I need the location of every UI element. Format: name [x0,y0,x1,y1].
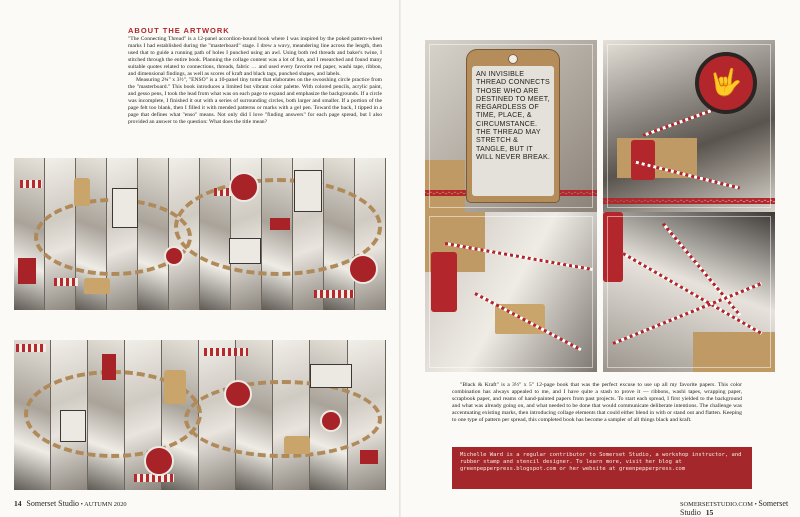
quote-tag-photo [425,40,597,212]
left-issue: • AUTUMN 2020 [80,501,127,508]
author-bio-text: Michelle Ward is a regular contributor to Somerset Studio, a workshop instructor, and rubber stamp and stencil designer. To learn more, visit her blog at greenpepperpress.blogspot.com or her website at greenpepperpress.com [460,452,742,472]
right-page [400,0,800,517]
black-kraft-photo [603,212,775,372]
left-page-number: 14 [14,499,22,508]
left-magazine-name: Somerset Studio [26,499,80,508]
right-site-url: SOMERSETSTUDIO.COM • [680,501,757,508]
left-page-footer [14,499,127,508]
right-magazine-name: Somerset Studio [680,499,789,517]
ily-hand-icon: 🤟 [709,68,743,98]
article-paragraph-2: Measuring 2¾" x 3½", "ENSO" is a 10-panel tiny tome that elaborates on the swooshing circle practice from the "masterboard." This book introduces a limited but vibrant color palette. With colored pencils, acrylic paint, and gesso pens, I took the lead from what was on each page to expand and emphasize the backgrounds. If a circle was incomplete, I finished it out with a series of surrounding circles, both larger and smaller. If a portion of the page felt too blank, then I filled it with mended patterns or marks with a gel pen. Toward the back, I tipped in a page that defines what "enso" means. Not only did I love "finding answers" for each page spread, but I also provided an answer to the question: What does the title mean? [128,77,382,125]
kraft-tag-photo [425,212,597,372]
right-page-footer [680,499,800,517]
hand-sign-photo [603,40,775,212]
quote-text: AN INVISIBLE THREAD CONNECTS THOSE WHO ARE DESTINED TO MEET, REGARDLESS OF TIME, PLACE, & CIRCUMSTANCE. THE THREAD MAY STRETCH & TANGLE, BUT IT WILL NEVER BREAK. [476,70,551,161]
article-heading: ABOUT THE ARTWORK [128,26,230,35]
article-paragraph-1: "The Connecting Thread" is a 12-panel accordion-bound book where I was inspired by the poked pattern-wheel marks I had established during the "masterboard" stage. I drew a wavy, meandering line across the length, then used that to guide a running path of holes I punched using an awl. Using both red threads and baker's twine, I stitched through the entire book. Planning the collage content was a lot of fun, and I researched and found many suitable quotes related to connections, threads, fabric … and used every favorite red paper, washi tape, ribbon, and dimensional findings, as well as scores of kraft and black tags, punched shapes, and labels. [128,36,382,77]
article-body [128,36,382,126]
right-page-number: 15 [705,508,714,517]
photo-caption: "Black & Kraft" is a 3½" x 5" 12-page book that was the perfect excuse to use up all my favorite papers. This color combination has always appealed to me, and I have quite a stash to prove it — ribbons, washi tapes, wrapping paper, scrapbook paper, and reams of hand-painted papers from past projects. To start each spread, I first yielded to the background and what was already going on, and what needed to be done that would communicate deliberate intentions. The challenge was accentuating existing marks, then introducing collage elements that could either blend in with or stand out and flatten. Keeping to one type of pattern per spread, this completed book has become a sampler of all things black and kraft. [452,382,742,423]
accordion-book-photo-1 [14,158,386,310]
author-bio-box [452,447,752,489]
accordion-book-photo-2 [14,340,386,490]
